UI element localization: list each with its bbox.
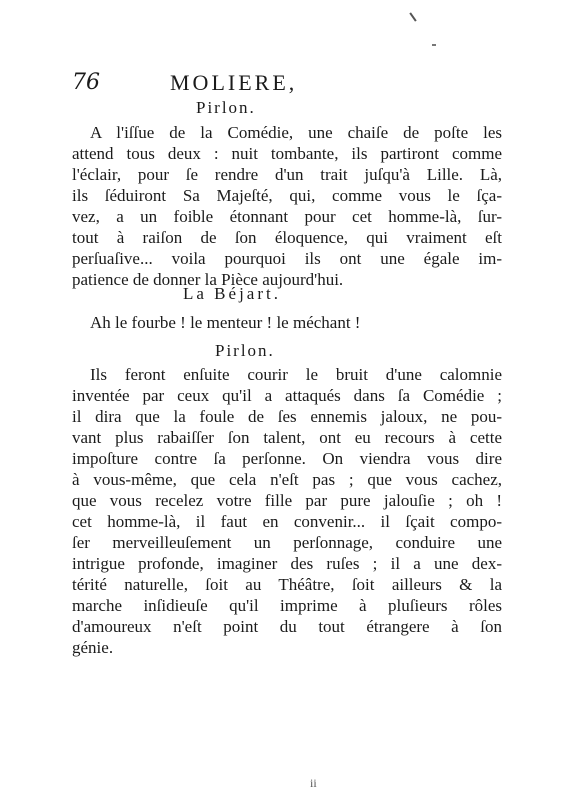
page-header	[72, 70, 312, 102]
text-line: patience de donner la Pièce aujourd'hui.	[72, 270, 344, 289]
text-line: vez, a un foible étonnant pour cet homme-là, ſur-	[72, 207, 502, 226]
text-line: que vous recelez votre fille par pure jalouſie ; oh !	[72, 491, 502, 510]
text-line: Ils feront enſuite courir le bruit d'une calomnie	[90, 365, 502, 384]
text-line: il dira que la foule de ſes ennemis jaloux, ne pou-	[72, 407, 502, 426]
ink-mark	[432, 44, 436, 46]
text-line: intrigue profonde, imaginer des ruſes ; il a une dex-	[72, 554, 502, 573]
speaker-name: Pirlon.	[196, 98, 256, 117]
text-line: attend tous deux : nuit tombante, ils partiront comme	[72, 144, 502, 163]
ink-mark	[409, 12, 416, 21]
text-line: cet homme-là, il faut en convenir... il ſçait compo-	[72, 512, 502, 531]
text-line: térité naturelle, ſoit au Théâtre, ſoit ailleurs & la	[72, 575, 502, 594]
text-line: d'amoureux n'eſt point du tout étrangere à ſon	[72, 617, 502, 636]
text-line: inventée par ceux qu'il a attaqués dans ſa Comédie ;	[72, 386, 502, 405]
text-line: ils ſéduiront Sa Majeſté, qui, comme vous le ſça-	[72, 186, 502, 205]
text-line: impoſture contre ſa perſonne. On viendra vous dire	[72, 449, 502, 468]
text-line: l'éclair, pour ſe rendre d'un trait juſqu'à Lille. Là,	[72, 165, 502, 184]
text-line: génie.	[72, 638, 114, 657]
speaker-name: Pirlon.	[215, 341, 275, 360]
text-line: tout à raiſon de ſon éloquence, qui vraiment eſt	[72, 228, 502, 247]
running-title: MOLIERE,	[170, 70, 298, 95]
text-line: A l'iſſue de la Comédie, une chaiſe de poſte les	[90, 123, 502, 142]
dialogue-paragraph	[72, 312, 502, 333]
text-line: marche inſidieuſe qu'il imprime à pluſieurs rôles	[72, 596, 502, 615]
text-line: ſer merveilleuſement un perſonnage, conduire une	[72, 533, 502, 552]
text-line: perſuaſive... voila pourquoi ils ont une égale im-	[72, 249, 502, 268]
text-line: Ah le fourbe ! le menteur ! le méchant !	[90, 313, 361, 332]
speaker-name: La Béjart.	[183, 284, 281, 303]
page-number: 76	[72, 70, 100, 95]
dialogue-paragraph	[72, 364, 502, 658]
dialogue-paragraph	[72, 122, 502, 290]
text-line: à vous-même, que cela n'eſt pas ; que vous cachez,	[72, 470, 502, 489]
signature-mark: ii	[310, 776, 317, 790]
text-line: vant plus rabaiſſer ſon talent, ont eu recours à cette	[72, 428, 502, 447]
